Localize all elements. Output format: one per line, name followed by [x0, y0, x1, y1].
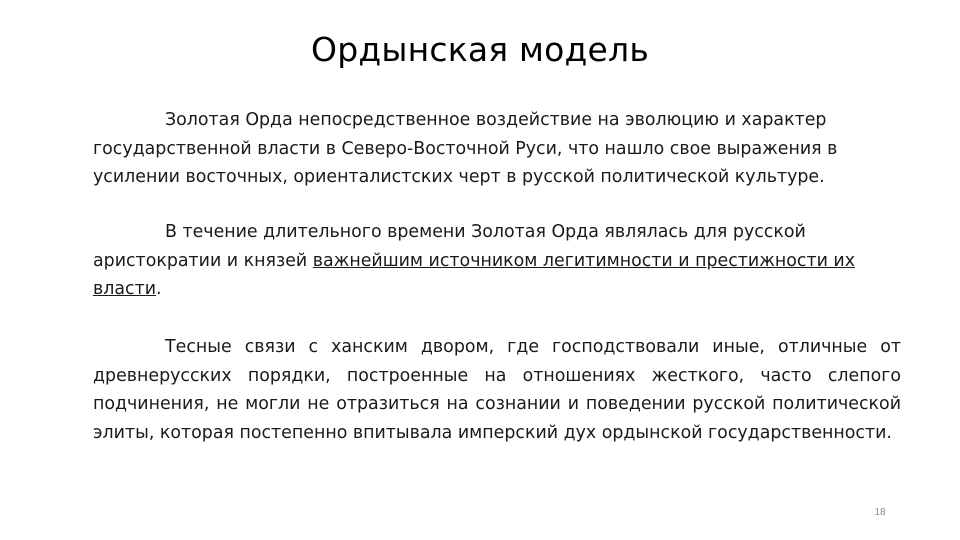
page-number: 18 [874, 507, 886, 518]
paragraph-legitimacy-lead: В течение длительного времени Золотая Орда являлась для русской аристократии и князей [93, 222, 806, 271]
paragraph-legitimacy-end: . [156, 279, 162, 300]
paragraph-legitimacy [93, 218, 901, 304]
paragraph-golden-horde-influence: Золотая Орда непосредственное воздействие на эволюцию и характер государственной власти в Северо-Восточной Руси, что нашло свое выражения в усилении восточных, ориенталистских черт в русской политической культуре. [93, 110, 838, 188]
underlined-emphasis: важнейшим источником легитимности и престижности их власти [93, 250, 855, 300]
slide-title: Ордынская модель [311, 30, 649, 69]
paragraph-khan-court-ties: Тесные связи с ханским двором, где господствовали иные, отличные от древнерусских порядки, построенные на отношениях жесткого, часто слепого подчинения, не могли не отразиться на сознании и поведении русской политической элиты, которая постепенно впитывала имперский дух ордынской государственности. [93, 337, 901, 443]
